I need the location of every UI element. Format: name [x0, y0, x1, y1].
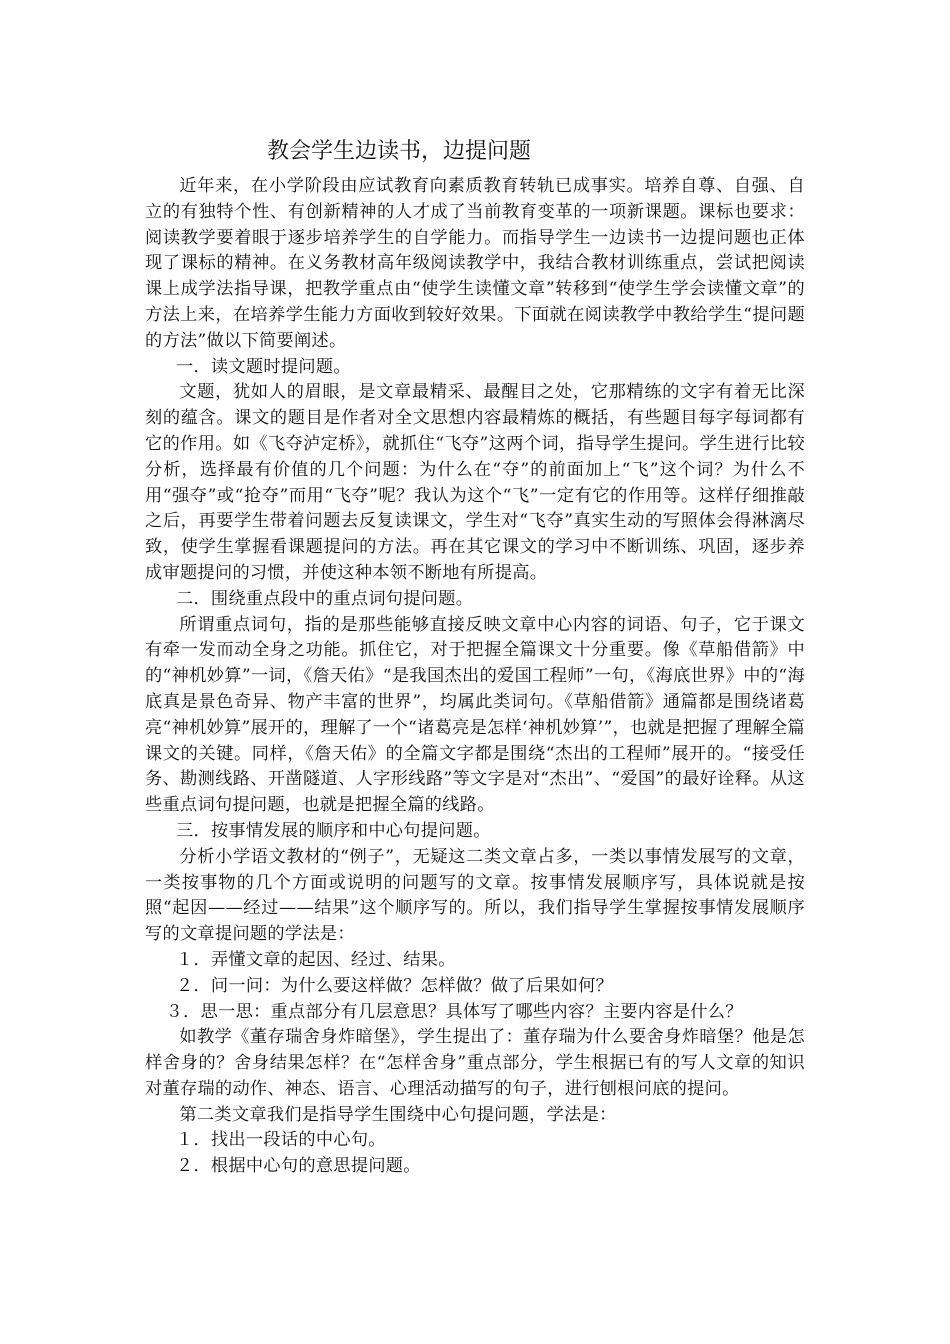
document-page: [145, 132, 805, 1180]
section-1-paragraph: 文题，犹如人的眉眼，是文章最精采、最醒目之处，它那精练的文字有着无比深刻的蕴含。课文的题目是作者对全文思想内容最精炼的概括，有些题目每字每词都有它的作用。如《飞夺泸定桥》，就抓住“飞夺”这两个词，指导学生提问。学生进行比较分析，选择最有价值的几个问题：为什么在“夺”的前面加上“飞”这个词？为什么不用“强夺”或“抢夺”而用“飞夺”呢？我认为这个“飞”一定有它的作用等。这样仔细推敲之后，再要学生带着问题去反复读课文，学生对“飞夺”真实生动的写照体会得淋漓尽致，使学生掌握看课题提问的方法。再在其它课文的学习中不断训练、巩固，逐步养成审题提问的习惯，并使这种本领不断地有所提高。: [145, 382, 805, 583]
second-type-paragraph: 第二类文章我们是指导学生围绕中心句提问题，学法是：: [179, 1104, 617, 1125]
example-paragraph: 如教学《董存瑞舍身炸暗堡》，学生提出了：董存瑞为什么要舍身炸暗堡？他是怎样舍身的？舍身结果怎样？在“怎样舍身”重点部分，学生根据已有的写人文章的知识对董存瑞的动作、神态、语言、心理活动描写的句子，进行刨根问底的提问。: [145, 1027, 805, 1099]
document-title: 教会学生边读书，边提问题: [267, 139, 532, 164]
list-item-1: １．弄懂文章的起因、经过、结果。: [175, 949, 456, 970]
section-2-paragraph: 所谓重点词句，指的是那些能够直接反映文章中心内容的词语、句子，它于课文有牵一发而动全身之功能。抓住它，对于把握全篇课文十分重要。像《草船借箭》中的“神机妙算”一词，《詹天佑》“是我国杰出的爱国工程师”一句，《海底世界》中的“海底真是景色奇异、物产丰富的世界”，均属此类词句。《草船借箭》通篇都是围绕诸葛亮“神机妙算”展开的，理解了一个“诸葛亮是怎样‘神机妙算’”，也就是把握了理解全篇课文的关键。同样，《詹天佑》的全篇文字都是围绕“杰出的工程师”展开的。“接受任务、勘测线路、开凿隧道、人字形线路”等文字是对“杰出”、“爱国”的最好诠释。从这些重点词句提问题，也就是把握全篇的线路。: [145, 614, 805, 816]
section-heading-1: 一．读文题时提问题。: [175, 356, 351, 377]
intro-paragraph: 近年来，在小学阶段由应试教育向素质教育转轨已成事实。培养自尊、自强、自立的有独特个性、有创新精神的人才成了当前教育变革的一项新课题。课标也要求：阅读教学要着眼于逐步培养学生的自学能力。而指导学生一边读书一边提问题也正体现了课标的精神。在义务教材高年级阅读教学中，我结合教材训练重点，尝试把阅读课上成学法指导课，把教学重点由“使学生读懂文章”转移到“使学生学会读懂文章”的方法上来，在培养学生能力方面收到较好效果。下面就在阅读教学中教给学生“提问题的方法”做以下简要阐述。: [145, 176, 805, 351]
list-item-2: ２．问一问：为什么要这样做？怎样做？做了后果如何？: [175, 975, 614, 996]
section-heading-2: 二．围绕重点段中的重点词句提问题。: [175, 588, 474, 609]
list-item-3: ３．思一思：重点部分有几层意思？具体写了哪些内容？主要内容是什么？: [165, 1001, 743, 1022]
list-item-5: ２．根据中心句的意思提问题。: [175, 1156, 421, 1177]
section-heading-3: 三．按事情发展的顺序和中心句提问题。: [175, 820, 491, 841]
section-3-paragraph: 分析小学语文教材的“例子”，无疑这二类文章占多，一类以事情发展写的文章，一类按事物的几个方面或说明的问题写的文章。按事情发展顺序写，具体说就是按照“起因——经过——结果”这个顺序写的。所以，我们指导学生掌握按事情发展顺序写的文章提问题的学法是：: [145, 846, 805, 945]
list-item-4: １．找出一段话的中心句。: [175, 1130, 386, 1151]
